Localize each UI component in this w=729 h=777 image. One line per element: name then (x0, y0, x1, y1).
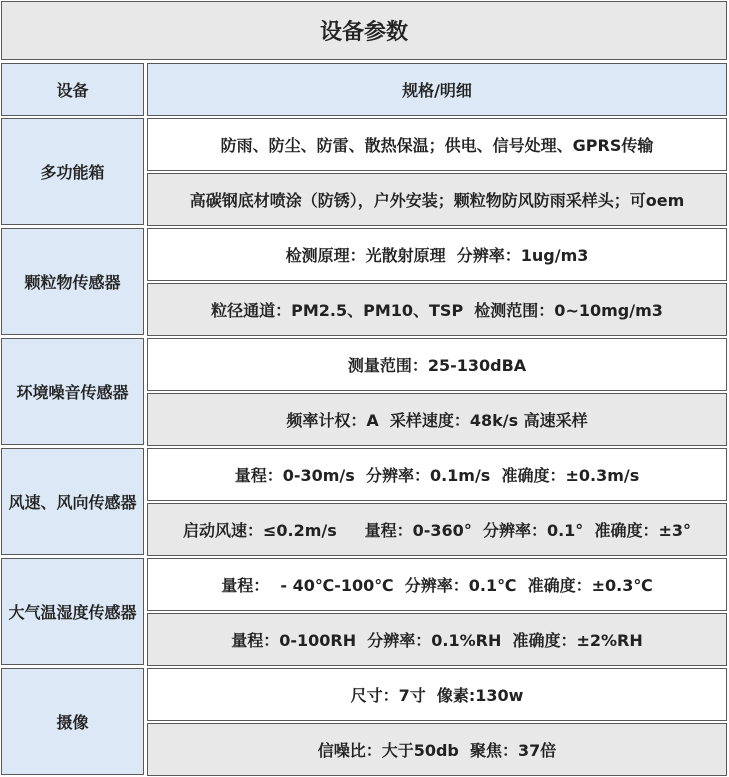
spec-text: 量程：0-100RH 分辨率：0.1%RH 准确度：±2%RH (231, 631, 643, 650)
spec-row (147, 613, 727, 666)
spec-row (147, 173, 727, 226)
spec-text: 粒径通道：PM2.5、PM10、TSP 检测范围：0~10mg/m3 (211, 301, 663, 320)
device-name: 风速、风向传感器 (8, 493, 137, 512)
spec-row (147, 668, 727, 721)
device-name-cell (1, 448, 144, 555)
device-name: 摄像 (56, 713, 89, 732)
device-name: 环境噪音传感器 (16, 383, 129, 402)
spec-row (147, 228, 727, 281)
spec-text: 防雨、防尘、防雷、散热保温；供电、信号处理、GPRS传输 (220, 136, 654, 155)
device-name-cell (1, 228, 144, 335)
spec-row (147, 283, 727, 336)
spec-text: 测量范围：25-130dBA (347, 356, 527, 375)
device-name-cell (1, 118, 144, 225)
spec-row (147, 338, 727, 391)
spec-row (147, 558, 727, 611)
spec-row (147, 503, 727, 556)
header-device-cell (1, 63, 144, 116)
device-name: 颗粒物传感器 (24, 273, 121, 292)
device-name: 大气温湿度传感器 (8, 603, 137, 622)
header-spec-cell (147, 63, 727, 116)
spec-row (147, 723, 727, 776)
header-device-label: 设备 (56, 81, 89, 100)
spec-row (147, 393, 727, 446)
spec-row (147, 448, 727, 501)
device-name-cell (1, 558, 144, 665)
spec-text: 检测原理：光散射原理 分辨率：1ug/m3 (285, 246, 589, 265)
spec-text: 量程：0-30m/s 分辨率：0.1m/s 准确度：±0.3m/s (234, 466, 640, 485)
spec-text: 启动风速：≤0.2m/s 量程：0-360° 分辨率：0.1° 准确度：±3° (183, 521, 691, 540)
device-name-cell (1, 338, 144, 445)
spec-text: 量程： - 40℃-100℃ 分辨率：0.1℃ 准确度：±0.3℃ (221, 576, 653, 595)
spec-text: 频率计权：A 采样速度：48k/s 高速采样 (286, 411, 588, 430)
device-name: 多功能箱 (40, 163, 105, 182)
spec-text: 信噪比：大于50db 聚焦：37倍 (317, 741, 557, 760)
table-title: 设备参数 (319, 20, 408, 45)
header-spec-label: 规格/明细 (402, 81, 472, 100)
device-name-cell (1, 668, 144, 775)
title-cell (1, 1, 727, 60)
spec-row (147, 118, 727, 171)
spec-text: 高碳钢底材喷涂（防锈），户外安装；颗粒物防风防雨采样头；可oem (189, 191, 685, 210)
spec-text: 尺寸：7寸 像素:130w (350, 686, 524, 705)
